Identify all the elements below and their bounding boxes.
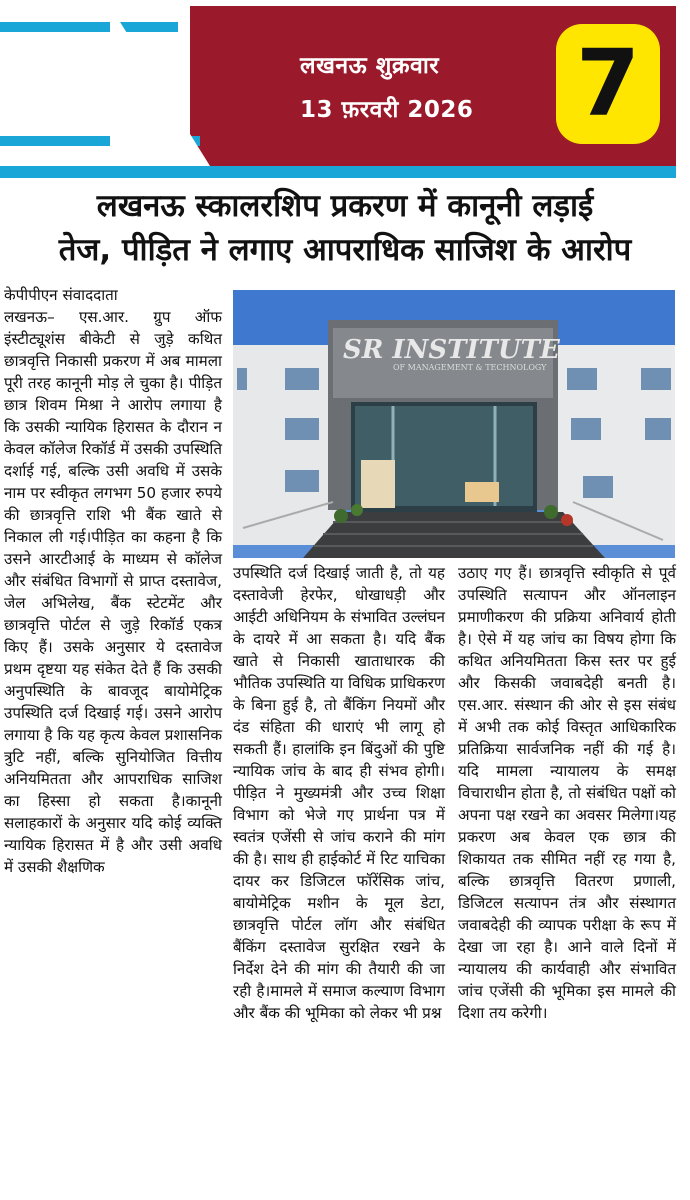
headline-line-2: तेज, पीड़ित ने लगाए आपराधिक साजिश के आरोप [58,232,632,268]
masthead [0,0,690,182]
institute-sign-sub: OF MANAGEMENT & TECHNOLOGY [393,363,547,372]
institute-sign: SR INSTITUTE [343,335,560,365]
headline-line-1: लखनऊ स्कालरशिप प्रकरण में कानूनी लड़ाई [96,188,594,224]
date: 13 फ़रवरी 2026 [300,97,474,123]
byline: केपीपीएन संवाददाता [4,286,118,304]
article-text-2: उपस्थिति दर्ज दिखाई जाती है, तो यह दस्तावेजी हेरफेर, धोखाधड़ी और आईटी अधिनियम के संभावित उल्लंघन के दायरे में आ सकता है। यदि बैंक खाते से निकासी खाताधारक की भौतिक उपस्थिति या विधिक प्राधिकरण के बिना हुई है, तो बैंकिंग नियमों और दंड संहिता की धाराएं भी लागू हो सकती हैं। हालांकि इन बिंदुओं की पुष्टि न्यायिक जांच के बाद ही संभव होगी।पीड़ित ने मुख्यमंत्री और उच्च शिक्षा विभाग को भेजे गए प्रार्थना पत्र में स्वतंत्र एजेंसी से जांच कराने की मांग की है। साथ ही हाईकोर्ट में रिट याचिका दायर कर डिजिटल फॉरेंसिक जांच, बायोमेट्रिक मशीन के मूल डेटा, छात्रवृत्ति पोर्टल लॉग और संबंधित बैंकिंग दस्तावेज सुरक्षित रखने के निर्देश देने की मांग की तैयारी की जा रही है।मामले में समाज कल्याण विभाग और बैंक की भूमिका को लेकर भी प्रश्न [233,564,445,1022]
institute-photo [233,290,675,558]
page-number: 7 [575,30,640,137]
headline [0,184,690,272]
masthead-diagonal [110,6,210,166]
article-text-3: उठाए गए हैं। छात्रवृत्ति स्वीकृति से पूर्व उपस्थिति सत्यापन और ऑनलाइन प्रमाणीकरण की प्रक्रिया अनिवार्य होती है। ऐसे में यह जांच का विषय होगा कि कथित अनियमितता किस स्तर पर हुई और किसकी जवाबदेही बनती है।एस.आर. संस्थान की ओर से इस संबंध में अभी तक कोई विस्तृत आधिकारिक प्रतिक्रिया सार्वजनिक नहीं की गई है। यदि मामला न्यायालय के समक्ष विचाराधीन होता है, तो संबंधित पक्षों को अपना पक्ष रखने का अवसर मिलेगा।यह प्रकरण अब केवल एक छात्र की शिकायत तक सीमित नहीं रह गया है, बल्कि छात्रवृत्ति वितरण प्रणाली, डिजिटल सत्यापन तंत्र और संस्थागत जवाबदेही की व्यापक परीक्षा के रूप में देखा जा रहा है। आने वाले दिनों में न्यायालय की कार्यवाही और संभावित जांच एजेंसी की भूमिका इस मामले की दिशा तय करेगी। [458,564,676,1022]
article-column-2 [233,562,445,1024]
article-text-1: लखनऊ– एस.आर. ग्रुप ऑफ इंस्टीट्यूशंस बीकेटी से जुड़े कथित छात्रवृत्ति निकासी प्रकरण में अब मामला पूरी तरह कानूनी मोड़ ले चुका है। पीड़ित छात्र शिवम मिश्रा ने आरोप लगाया है कि उसकी न्यायिक हिरासत के दौरान न केवल कॉलेज रिकॉर्ड में उसकी उपस्थिति दर्शाई गई, बल्कि उसी अवधि में उसके नाम पर स्वीकृत लगभग 50 हजार रुपये की छात्रवृत्ति राशि भी बैंक खाते से निकाल ली गई।पीड़ित का कहना है कि उसने आरटीआई के माध्यम से कॉलेज और संबंधित विभागों से प्राप्त दस्तावेज, जेल अभिलेख, बैंक स्टेटमेंट और छात्रवृत्ति पोर्टल से जुड़े रिकॉर्ड एकत्र किए हैं। उसके अनुसार ये दस्तावेज प्रथम दृष्टया यह संकेत देते हैं कि उसकी अनुपस्थिति के बावजूद बायोमेट्रिक उपस्थिति दर्ज दिखाई गई। उसने आरोप लगाया है कि यह कृत्य केवल प्रशासनिक त्रुटि नहीं, बल्कि सुनियोजित वित्तीय अनियमितता और आपराधिक साजिश का हिस्सा हो सकता है।कानूनी सलाहकारों के अनुसार यदि कोई व्यक्ति न्यायिक हिरासत में है और उसी अवधि में उसकी शैक्षणिक [4,308,222,876]
article-column-1 [4,284,222,878]
masthead-accent-strip [0,166,676,178]
masthead-dateline [300,44,473,132]
article-column-3 [458,562,676,1024]
page-number-badge [556,24,660,144]
city-day: लखनऊ शुक्रवार [300,53,440,79]
